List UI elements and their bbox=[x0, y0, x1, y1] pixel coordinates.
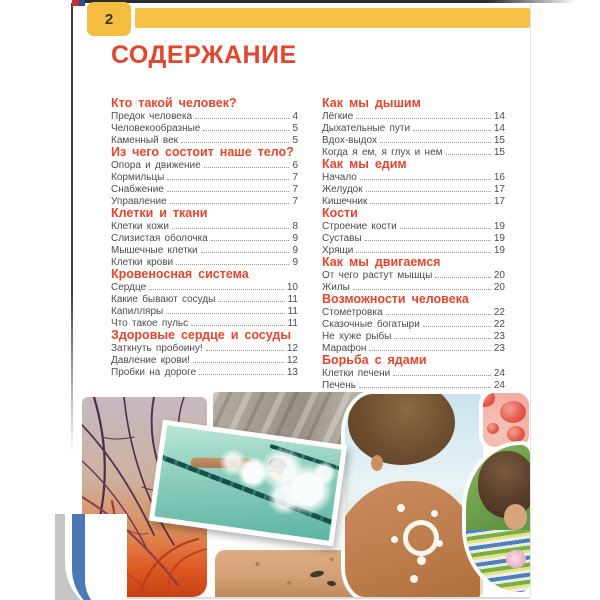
toc-entry-page-number: 9 bbox=[292, 233, 298, 244]
toc-entry-label: Кишечник bbox=[322, 196, 368, 207]
toc-entry-page-number: 22 bbox=[493, 307, 505, 318]
toc-section-title: Кто такой человек? bbox=[111, 96, 237, 110]
dotted-leader bbox=[211, 232, 290, 241]
toc-column-left bbox=[111, 97, 298, 378]
toc-entry-label: Кормильцы bbox=[111, 172, 165, 183]
toc-entry-label: Сердце bbox=[111, 282, 147, 293]
toc-entry-label: Клетки печени bbox=[322, 368, 391, 379]
toc-entry-label: Когда я ем, я глух и нем bbox=[322, 147, 443, 158]
toc-entry-label: Клетки крови bbox=[111, 257, 174, 268]
dotted-leader bbox=[167, 183, 290, 192]
toc-entry-page-number: 11 bbox=[287, 318, 298, 329]
toc-entry-label: Человекообразные bbox=[111, 123, 201, 134]
dotted-leader bbox=[394, 330, 491, 339]
dotted-leader bbox=[435, 269, 491, 278]
toc-entry bbox=[111, 110, 298, 122]
toc-entry bbox=[322, 318, 505, 330]
toc-entry-page-number: 7 bbox=[292, 184, 298, 195]
dotted-leader bbox=[181, 134, 289, 143]
toc-entry-label: Какие бывают сосуды bbox=[111, 294, 216, 305]
child-ear bbox=[371, 455, 383, 471]
toc-entry-label: Строение кости bbox=[322, 221, 397, 232]
dotted-leader bbox=[446, 146, 491, 155]
dotted-leader bbox=[199, 366, 284, 375]
toc-entry-label: Пробки на дороге bbox=[111, 367, 197, 378]
toc-entry-page-number: 24 bbox=[493, 368, 505, 379]
toc-section-title: Борьба с ядами bbox=[322, 353, 427, 367]
toc-entry-page-number: 10 bbox=[286, 282, 298, 293]
toc-entry-page-number: 16 bbox=[493, 172, 505, 183]
toc-entry-page-number: 7 bbox=[292, 196, 298, 207]
boy-face bbox=[504, 504, 527, 530]
toc-entry bbox=[322, 232, 505, 244]
dotted-leader bbox=[380, 134, 491, 143]
toc-entry-page-number: 22 bbox=[493, 319, 505, 330]
toc-entry bbox=[111, 281, 298, 293]
page-number: 2 bbox=[104, 10, 114, 28]
dotted-leader bbox=[365, 232, 491, 241]
dotted-leader bbox=[204, 159, 290, 168]
toc-entry bbox=[322, 171, 505, 183]
toc-entry bbox=[322, 306, 505, 318]
toc-entry bbox=[111, 305, 298, 317]
toc-entry-page-number: 8 bbox=[292, 221, 298, 232]
toc-entry-label: Марафон bbox=[322, 343, 367, 354]
toc-entry-label: Хрящи bbox=[322, 245, 354, 256]
toc-entry-page-number: 5 bbox=[292, 123, 298, 134]
toc-entry bbox=[111, 244, 298, 256]
toc-entry-page-number: 17 bbox=[493, 184, 505, 195]
red-blood-cells-photo bbox=[483, 393, 529, 447]
toc-entry-page-number: 15 bbox=[493, 135, 505, 146]
toc-section-title: Здоровые сердце и сосуды bbox=[111, 328, 292, 342]
dotted-leader bbox=[166, 305, 284, 314]
toc-entry-page-number: 9 bbox=[292, 257, 298, 268]
toc-entry-label: Опора и движение bbox=[111, 160, 201, 171]
toc-entry-label: Давление крови! bbox=[111, 355, 190, 366]
toc-entry-page-number: 14 bbox=[493, 111, 505, 122]
toc-entry-page-number: 11 bbox=[287, 294, 298, 305]
blood-cell bbox=[500, 401, 526, 423]
toc-entry-page-number: 7 bbox=[292, 172, 298, 183]
dotted-leader bbox=[369, 342, 490, 351]
toc-entry-label: Жилы bbox=[322, 282, 350, 293]
toc-entry-label: Каменный век bbox=[111, 135, 179, 146]
toc-entry bbox=[322, 183, 505, 195]
toc-section-title: Как мы дышим bbox=[322, 96, 421, 110]
toc-section-title: Как мы двигаемся bbox=[322, 255, 441, 269]
dotted-leader bbox=[366, 183, 491, 192]
toc-entry-label: Управление bbox=[111, 196, 167, 207]
flag-blue-stripe bbox=[79, 0, 85, 6]
toc-entry-page-number: 20 bbox=[493, 270, 505, 281]
toc-entry-page-number: 20 bbox=[493, 282, 505, 293]
toc-entry-label: Дыхательные пути bbox=[322, 123, 411, 134]
sunscreen-dot bbox=[410, 575, 418, 583]
dotted-leader bbox=[370, 195, 491, 204]
toc-entry bbox=[322, 110, 505, 122]
toc-entry-label: Не хуже рыбы bbox=[322, 331, 392, 342]
toc-entry-page-number: 5 bbox=[292, 135, 298, 146]
header-yellow-bar bbox=[135, 8, 530, 28]
toc-entry-label: Суставы bbox=[322, 233, 362, 244]
page-bottom-shadow bbox=[80, 597, 530, 599]
dotted-leader bbox=[360, 171, 491, 180]
toc-entry-page-number: 13 bbox=[286, 367, 298, 378]
flag-red-stripe bbox=[72, 0, 79, 6]
toc-entry bbox=[111, 342, 298, 354]
dotted-leader bbox=[201, 244, 290, 253]
toc-entry-label: Мышечные клетки bbox=[111, 245, 198, 256]
toc-entry bbox=[111, 354, 298, 366]
page-number-tab bbox=[87, 2, 131, 36]
toc-entry-label: Печень bbox=[322, 380, 356, 391]
dotted-leader bbox=[356, 244, 491, 253]
dotted-leader bbox=[413, 122, 491, 131]
dotted-leader bbox=[203, 122, 289, 131]
toc-entry-label: Клетки кожи bbox=[111, 221, 169, 232]
toc-entry-label: Начало bbox=[322, 172, 357, 183]
sunscreen-dot bbox=[391, 536, 398, 543]
dotted-leader bbox=[195, 110, 289, 119]
toc-entry bbox=[111, 159, 298, 171]
dotted-leader bbox=[206, 342, 284, 351]
dotted-leader bbox=[359, 379, 491, 388]
toc-entry-label: Снабжение bbox=[111, 184, 164, 195]
page-edge-right bbox=[530, 4, 531, 596]
dotted-leader bbox=[193, 354, 284, 363]
dotted-leader bbox=[172, 220, 290, 229]
toc-entry-label: Желудок bbox=[322, 184, 363, 195]
toc-entry-page-number: 19 bbox=[493, 245, 505, 256]
corner-inner-white bbox=[85, 514, 127, 600]
toc-entry-page-number: 24 bbox=[493, 380, 505, 391]
photo-collage bbox=[80, 392, 530, 597]
water-splash bbox=[154, 425, 341, 541]
toc-entry-page-number: 23 bbox=[493, 331, 505, 342]
toc-entry-page-number: 23 bbox=[493, 343, 505, 354]
toc-entry-page-number: 9 bbox=[292, 245, 298, 256]
toc-entry bbox=[322, 367, 505, 379]
toc-entry bbox=[111, 183, 298, 195]
toc-entry-page-number: 14 bbox=[493, 123, 505, 134]
toc-entry bbox=[322, 330, 505, 342]
bottom-left-corner-frame bbox=[55, 514, 127, 600]
toc-entry-page-number: 6 bbox=[292, 160, 298, 171]
toc-entry-label: Слизистая оболочка bbox=[111, 233, 208, 244]
scan-edge-top bbox=[85, 0, 577, 3]
sunscreen-dot bbox=[431, 510, 438, 517]
toc-section-title: Кровеносная система bbox=[111, 267, 249, 281]
toc-entry bbox=[322, 379, 505, 391]
toc-entry bbox=[111, 171, 298, 183]
dotted-leader bbox=[400, 220, 491, 229]
toc-section-title: Из чего состоит наше тело? bbox=[111, 145, 294, 159]
dotted-leader bbox=[170, 195, 290, 204]
toc-section-title: Клетки и ткани bbox=[111, 206, 208, 220]
toc-entry bbox=[322, 269, 505, 281]
toc-entry-label: Сказочные богатыри bbox=[322, 319, 420, 330]
toc-entry-page-number: 12 bbox=[286, 343, 298, 354]
dotted-leader bbox=[167, 171, 289, 180]
scan-edge-left bbox=[71, 3, 73, 455]
toc-section-title: Кости bbox=[322, 206, 358, 220]
blood-cell bbox=[483, 393, 495, 407]
dotted-leader bbox=[386, 306, 491, 315]
toc-section-title: Как мы едим bbox=[322, 157, 407, 171]
toc-entry-label: Лёгкие bbox=[322, 111, 354, 122]
blood-cell bbox=[507, 426, 525, 442]
dotted-leader bbox=[218, 293, 284, 302]
dotted-leader bbox=[353, 281, 491, 290]
toc-entry-label: Стометровка bbox=[322, 307, 383, 318]
toc-entry-label: Предок человека bbox=[111, 111, 193, 122]
toc-entry-label: От чего растут мышцы bbox=[322, 270, 433, 281]
toc-entry-page-number: 19 bbox=[493, 221, 505, 232]
dotted-leader bbox=[191, 317, 284, 326]
dotted-leader bbox=[176, 256, 289, 265]
toc-entry-page-number: 4 bbox=[292, 111, 298, 122]
sunscreen-sun-drawing bbox=[403, 520, 439, 556]
blood-cell bbox=[487, 423, 499, 434]
toc-entry-label: Заткнуть пробоину! bbox=[111, 343, 203, 354]
toc-entry-page-number: 17 bbox=[493, 196, 505, 207]
toc-entry bbox=[111, 232, 298, 244]
toc-entry bbox=[322, 122, 505, 134]
toc-entry-page-number: 15 bbox=[493, 147, 505, 158]
toc-section-title: Возможности человека bbox=[322, 292, 469, 306]
toc-entry bbox=[111, 293, 298, 305]
dotted-leader bbox=[393, 367, 491, 376]
child-back-sunscreen-photo bbox=[345, 394, 483, 597]
toc-entry-label: Капилляры bbox=[111, 306, 164, 317]
toc-entry-page-number: 19 bbox=[493, 233, 505, 244]
dotted-leader bbox=[423, 318, 491, 327]
toc-entry bbox=[322, 220, 505, 232]
dotted-leader bbox=[356, 110, 491, 119]
toc-entry-page-number: 11 bbox=[287, 306, 298, 317]
toc-entry bbox=[111, 220, 298, 232]
toc-entry bbox=[111, 366, 298, 378]
toc-entry bbox=[322, 134, 505, 146]
page-title: СОДЕРЖАНИЕ bbox=[111, 41, 297, 69]
toc-entry-label: Что такое пульс bbox=[111, 318, 189, 329]
toc-entry-label: Вдох-выдох bbox=[322, 135, 377, 146]
toc-column-right bbox=[322, 97, 505, 391]
corner-flag-mark bbox=[72, 0, 85, 6]
dotted-leader bbox=[149, 281, 284, 290]
toc-entry-page-number: 12 bbox=[286, 355, 298, 366]
child-hair bbox=[348, 394, 456, 465]
toc-entry bbox=[111, 122, 298, 134]
